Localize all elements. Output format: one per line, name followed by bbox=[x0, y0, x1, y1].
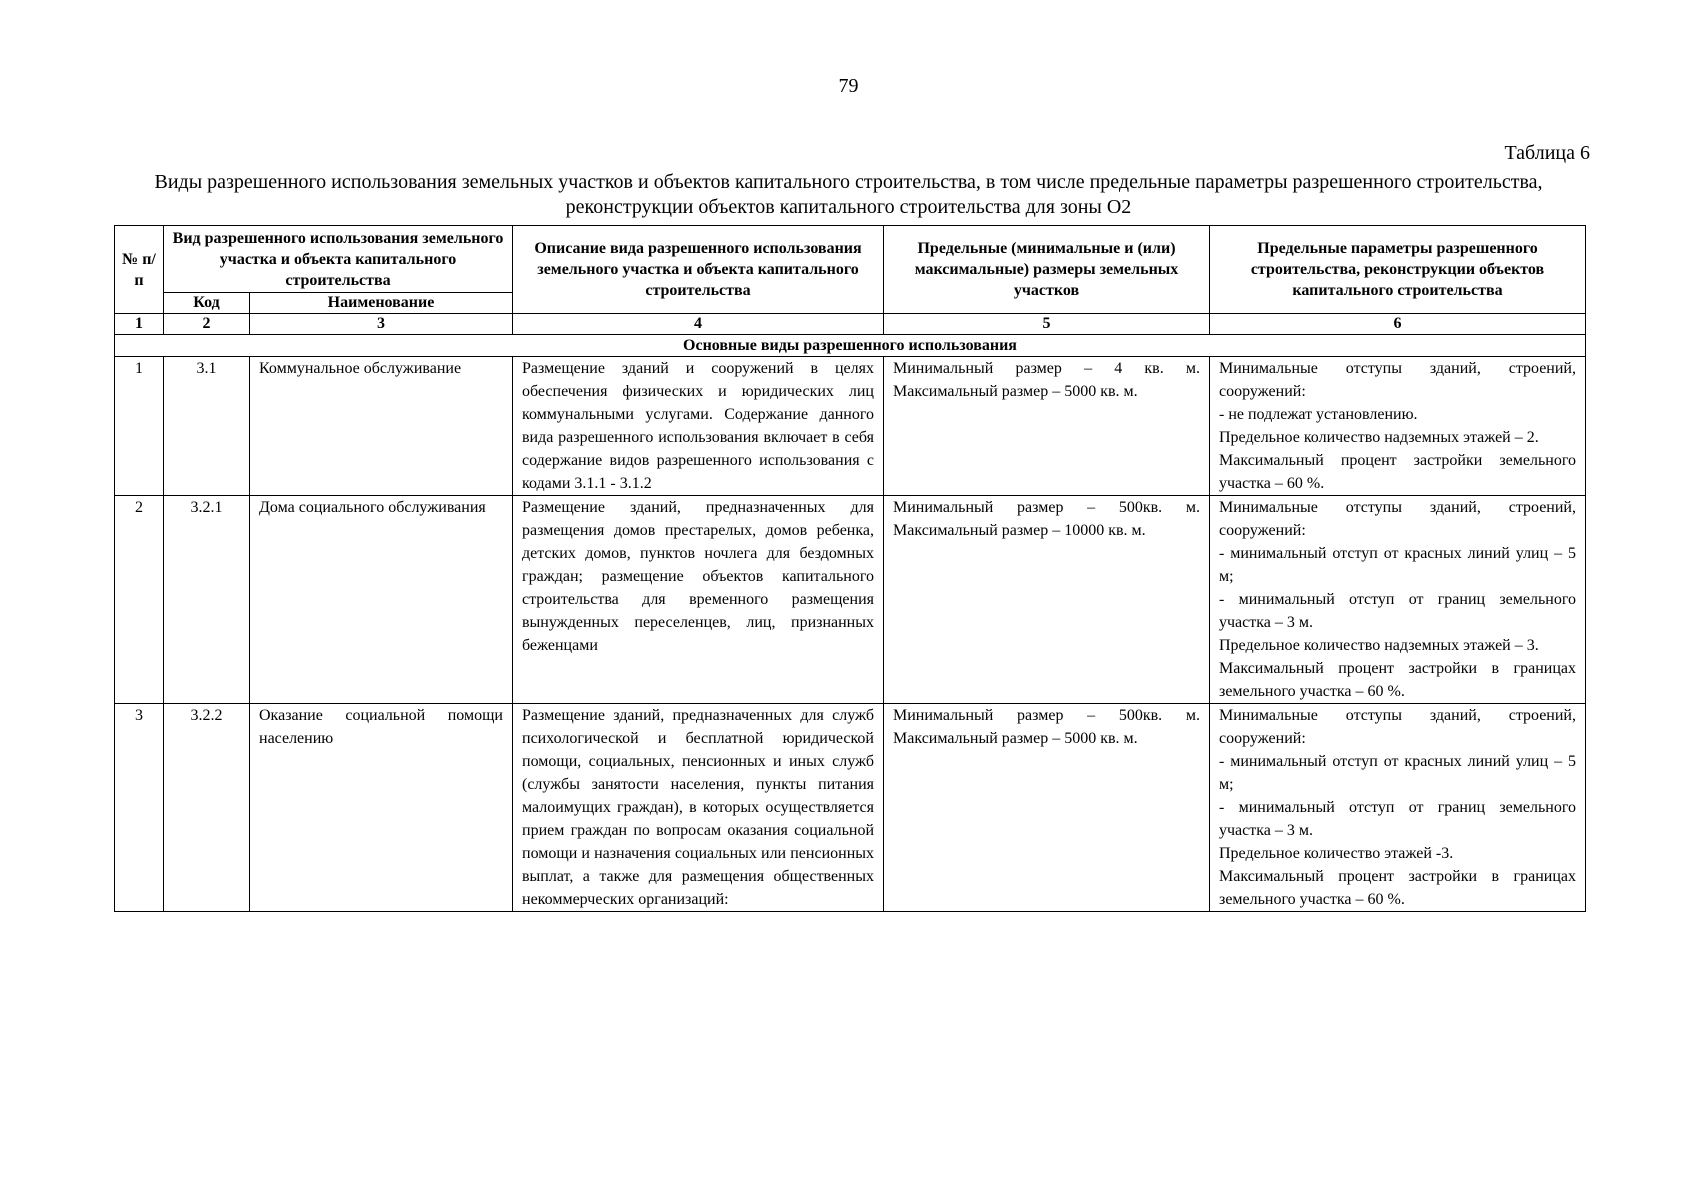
row-code: 3.2.2 bbox=[164, 704, 250, 912]
row-description: Размещение зданий, предназначенных для служб психологической и бесплатной юридической помощи, социальных, пенсионных и иных служб (службы занятости населения, пункты питания малоимущих граждан), в которых осуществляется прием граждан по вопросам оказания социальной помощи и назначения социальных или пенсионных выплат, а также для размещения общественных некоммерческих организаций: bbox=[513, 704, 884, 912]
column-number: 5 bbox=[884, 314, 1210, 335]
row-sizes: Минимальный размер – 500кв. м. Максимальный размер – 5000 кв. м. bbox=[884, 704, 1210, 912]
table-header-row bbox=[115, 226, 1586, 293]
header-sizes: Предельные (минимальные и (или) максимальные) размеры земельных участков bbox=[884, 226, 1210, 314]
header-name: Наименование bbox=[250, 293, 513, 314]
param-line: Предельное количество этажей -3. bbox=[1219, 845, 1454, 862]
table-caption-label: Таблица 6 bbox=[1504, 142, 1590, 164]
column-number: 1 bbox=[115, 314, 164, 335]
table-row bbox=[115, 704, 1586, 912]
param-line: - минимальный отступ от границ земельного участка – 3 м. bbox=[1219, 799, 1576, 839]
param-line: Предельное количество надземных этажей – 3. bbox=[1219, 637, 1539, 654]
section-row bbox=[115, 335, 1586, 357]
row-name: Коммунальное обслуживание bbox=[250, 357, 513, 496]
param-line: Предельное количество надземных этажей – 2. bbox=[1219, 429, 1539, 446]
row-code: 3.1 bbox=[164, 357, 250, 496]
row-number: 3 bbox=[115, 704, 164, 912]
header-description: Описание вида разрешенного использования земельного участка и объекта капитального строительства bbox=[513, 226, 884, 314]
row-name: Дома социального обслуживания bbox=[250, 496, 513, 704]
row-code: 3.2.1 bbox=[164, 496, 250, 704]
row-sizes: Минимальный размер – 500кв. м. Максимальный размер – 10000 кв. м. bbox=[884, 496, 1210, 704]
row-number: 1 bbox=[115, 357, 164, 496]
column-number: 2 bbox=[164, 314, 250, 335]
column-number: 6 bbox=[1210, 314, 1586, 335]
column-number: 3 bbox=[250, 314, 513, 335]
header-code: Код bbox=[164, 293, 250, 314]
table-row bbox=[115, 357, 1586, 496]
table-title: Виды разрешенного использования земельных участков и объектов капитального строительства, в том числе предельные параметры разрешенного строительства, реконструкции объектов капитального строительства для зоны О2 bbox=[154, 171, 1543, 218]
param-line: Минимальные отступы зданий, строений, сооружений: bbox=[1219, 707, 1576, 747]
row-description: Размещение зданий, предназначенных для размещения домов престарелых, домов ребенка, детских домов, пунктов ночлега для бездомных граждан; размещение объектов капитального строительства для временного размещения вынужденных переселенцев, лиц, признанных беженцами bbox=[513, 496, 884, 704]
header-num: № п/п bbox=[115, 226, 164, 314]
param-line: Минимальные отступы зданий, строений, сооружений: bbox=[1219, 360, 1576, 400]
row-params bbox=[1210, 357, 1586, 496]
param-line: Минимальные отступы зданий, строений, сооружений: bbox=[1219, 499, 1576, 539]
row-description: Размещение зданий и сооружений в целях обеспечения физических и юридических лиц коммунальными услугами. Содержание данного вида разрешенного использования включает в себя содержание видов разрешенного использования с кодами 3.1.1 - 3.1.2 bbox=[513, 357, 884, 496]
param-line: Максимальный процент застройки в границах земельного участка – 60 %. bbox=[1219, 660, 1576, 700]
header-use-type: Вид разрешенного использования земельного участка и объекта капитального строительства bbox=[164, 226, 513, 293]
header-params: Предельные параметры разрешенного строительства, реконструкции объектов капитального строительства bbox=[1210, 226, 1586, 314]
row-number: 2 bbox=[115, 496, 164, 704]
row-sizes: Минимальный размер – 4 кв. м. Максимальный размер – 5000 кв. м. bbox=[884, 357, 1210, 496]
param-line: Максимальный процент застройки в границах земельного участка – 60 %. bbox=[1219, 868, 1576, 908]
param-line: - минимальный отступ от границ земельного участка – 3 м. bbox=[1219, 591, 1576, 631]
row-name: Оказание социальной помощи населению bbox=[250, 704, 513, 912]
param-line: - минимальный отступ от красных линий улиц – 5 м; bbox=[1219, 753, 1576, 793]
param-line: - не подлежат установлению. bbox=[1219, 406, 1418, 423]
table-row bbox=[115, 496, 1586, 704]
page-number: 79 bbox=[838, 75, 859, 97]
param-line: - минимальный отступ от красных линий улиц – 5 м; bbox=[1219, 545, 1576, 585]
column-number-row bbox=[115, 314, 1586, 335]
row-params bbox=[1210, 704, 1586, 912]
column-number: 4 bbox=[513, 314, 884, 335]
section-title: Основные виды разрешенного использования bbox=[115, 335, 1586, 357]
param-line: Максимальный процент застройки земельного участка – 60 %. bbox=[1219, 452, 1576, 492]
row-params bbox=[1210, 496, 1586, 704]
permitted-use-table bbox=[114, 225, 1586, 912]
